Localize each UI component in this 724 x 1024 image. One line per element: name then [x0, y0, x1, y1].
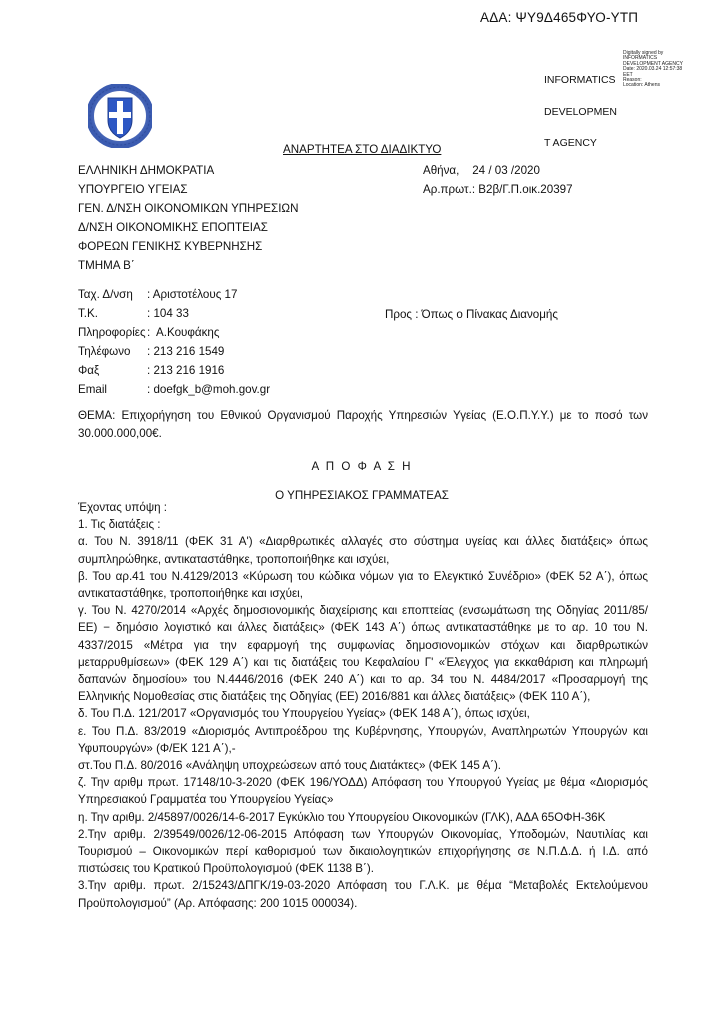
signature-detail-line: Digitally signed by	[623, 50, 664, 56]
signature-detail-line: Reason:	[623, 77, 642, 84]
contact-value: : 213 216 1916	[147, 364, 225, 377]
body-paragraph: β. Του αρ.41 του Ν.4129/2013 «Κύρωση του κώδικα νόμων για το Ελεγκτικό Συνέδριο» (ΦΕΚ 52 Α΄), όπως αντικαταστάθηκε, τροποποιήθηκε και ισχύει,	[78, 569, 648, 601]
issuer-line: ΦΟΡΕΩΝ ΓΕΝΙΚΗΣ ΚΥΒΕΡΝΗΣΗΣ	[78, 240, 263, 253]
body-paragraph: 2.Την αριθμ. 2/39549/0026/12-06-2015 Απόφαση των Υπουργών Οικονομίας, Υποδομών, Ναυτιλίας και Τουρισμού – Οικονομικών περί καθορισμού των δικαιολογητικών επιχορήγησης σε Ν.Π.Δ.Δ. ή Ι.Δ. από πιστώσεις του Κρατικού Προϋπολογισμού (ΦΕΚ 1138 Β΄).	[78, 827, 648, 876]
decision-title: Α Π Ο Φ Α Σ Η	[311, 460, 413, 473]
greek-coat-of-arms-icon	[88, 84, 152, 148]
body-paragraph: α. Του Ν. 3918/11 (ΦΕΚ 31 Α') «Διαρθρωτικές αλλαγές στο σύστημα υγείας και άλλες διατάξεις» όπως συμπληρώθηκε, αντικαταστάθηκε, τροποποιήθηκε και ισχύει,	[78, 535, 648, 566]
signer-title: Ο ΥΠΗΡΕΣΙΑΚΟΣ ΓΡΑΜΜΑΤΕΑΣ	[275, 489, 449, 502]
contact-label: Φαξ	[78, 364, 100, 377]
contact-details	[78, 285, 270, 399]
date-protocol-block	[423, 161, 573, 199]
contact-value: : 104 33	[147, 307, 189, 320]
signature-name	[544, 54, 617, 159]
contact-row	[78, 380, 270, 399]
contact-row	[78, 323, 270, 342]
contact-value: : Αριστοτέλους 17	[147, 288, 238, 301]
contact-value: : 213 216 1549	[147, 345, 225, 358]
contact-row	[78, 342, 270, 361]
contact-row	[78, 304, 270, 323]
body-paragraph: ζ. Την αριθμ πρωτ. 17148/10-3-2020 (ΦΕΚ 196/ΥΟΔΔ) Απόφαση του Υπουργού Υγείας με θέμα «Διορισμός Υπηρεσιακού Γραμματέα του Υπουργείου Υγείας»	[78, 776, 648, 807]
body-paragraph: 1. Τις διατάξεις :	[78, 518, 161, 532]
body-paragraph: 3.Την αριθμ. πρωτ. 2/15243/ΔΠΓΚ/19-03-2020 Απόφαση του Γ.Λ.Κ. με θέμα “Μεταβολές Εκτελούμενου Προϋπολογισμού” (Αρ. Απόφασης: 200 1015 000034).	[78, 879, 648, 910]
contact-label: Email	[78, 383, 107, 396]
body-paragraph: η. Την αριθμ. 2/45897/0026/14-6-2017 Εγκύκλιο του Υπουργείου Οικονομικών (ΓΛΚ), ΑΔΑ 65ΟΦΗ-36Κ	[78, 810, 606, 824]
body-paragraph: στ.Του Π.Δ. 80/2016 «Ανάληψη υποχρεώσεων από τους Διατάκτες» (ΦΕΚ 145 Α΄).	[78, 759, 502, 773]
signature-detail-line: INFORMATICS	[623, 55, 658, 62]
signature-name-line: DEVELOPMEN	[544, 105, 617, 118]
signature-detail-line: Date: 2020.03.24 12:57:38	[623, 66, 683, 73]
body-paragraph: ε. Του Π.Δ. 83/2019 «Διορισμός Αντιπροέδρου της Κυβέρνησης, Υπουργών, Αναπληρωτών Υπουργών και Υφυπουργών» (Φ/ΕΚ 121 Α΄),-	[78, 724, 648, 755]
signature-detail-line: Location: Athens	[623, 82, 660, 89]
contact-label: Πληροφορίες	[78, 326, 146, 339]
internet-posting-notice: ΑΝΑΡΤΗΤΕΑ ΣΤΟ ΔΙΑΔΙΚΤΥΟ	[283, 143, 442, 156]
contact-row	[78, 361, 270, 380]
date-line: Αθήνα, 24 / 03 /2020	[423, 164, 540, 177]
protocol-number: Αρ.πρωτ.: Β2β/Γ.Π.οικ.20397	[423, 183, 573, 196]
contact-label: Ταχ. Δ/νση	[78, 288, 133, 301]
issuer-line: ΤΜΗΜΑ Β΄	[78, 259, 135, 272]
body-paragraph: Έχοντας υπόψη :	[78, 501, 167, 514]
ada-code: ΑΔΑ: ΨΥ9Δ465ΦΥΟ-ΥΤΠ	[480, 10, 639, 25]
issuer-line: ΓΕΝ. Δ/ΝΣΗ ΟΙΚΟΝΟΜΙΚΩΝ ΥΠΗΡΕΣΙΩΝ	[78, 202, 299, 215]
issuer-line: ΕΛΛΗΝΙΚΗ ΔΗΜΟΚΡΑΤΙΑ	[78, 164, 215, 177]
body-paragraph: δ. Του Π.Δ. 121/2017 «Οργανισμός του Υπουργείου Υγείας» (ΦΕΚ 148 Α΄), όπως ισχύει,	[78, 707, 530, 721]
contact-label: Τηλέφωνο	[78, 345, 131, 358]
document-body	[78, 499, 648, 912]
contact-label: Τ.Κ.	[78, 307, 98, 320]
issuer-line: Δ/ΝΣΗ ΟΙΚΟΝΟΜΙΚΗΣ ΕΠΟΠΤΕΙΑΣ	[78, 221, 268, 234]
recipient: Προς : Όπως ο Πίνακας Διανομής	[385, 308, 558, 321]
signature-detail-line: EET	[623, 71, 633, 78]
signature-detail-line: DEVELOPMENT AGENCY	[623, 60, 683, 67]
issuer-line: ΥΠΟΥΡΓΕΙΟ ΥΓΕΙΑΣ	[78, 183, 188, 196]
contact-value: : Α.Κουφάκης	[147, 326, 220, 339]
subject: ΘΕΜΑ: Επιχορήγηση του Εθνικού Οργανισμού Παροχής Υπηρεσιών Υγείας (Ε.Ο.Π.Υ.Υ.) με το ποσό των 30.000.000,00€.	[78, 409, 648, 440]
signature-details	[623, 51, 683, 89]
contact-value: : doefgk_b@moh.gov.gr	[147, 383, 271, 396]
issuer-block	[78, 161, 298, 275]
signature-name-line: T AGENCY	[544, 137, 597, 149]
body-paragraph: γ. Του Ν. 4270/2014 «Αρχές δημοσιονομικής διαχείρισης και εποπτείας (ενσωμάτωση της Οδηγίας 2011/85/ΕΕ) − δημόσιο λογιστικό και άλλες διατάξεις» (ΦΕΚ 143 Α΄) όπως αντικαταστάθηκε με το αρ. 10 του Ν. 4337/2015 «Μέτρα για την εφαρμογή της συμφωνίας δημοσιονομικών στόχων και διαρθρωτικών μεταρρυθμίσεων» (ΦΕΚ 129 Α΄) και τις διατάξεις του Κεφαλαίου Γ' «Έλεγχος για εκκαθάριση και πληρωμή δαπανών δημοσίου» του Ν.4446/2016 (ΦΕΚ 240 Α΄) και το αρ. 34 του Ν. 4484/2017 «Προσαρμογή της Ελληνικής Νομοθεσίας στις διατάξεις της Οδηγίας (ΕΕ) 2016/881 και άλλες διατάξεις» (ΦΕΚ 110 Α΄),	[78, 604, 648, 704]
signature-name-line: INFORMATICS	[544, 74, 616, 86]
contact-row	[78, 285, 270, 304]
